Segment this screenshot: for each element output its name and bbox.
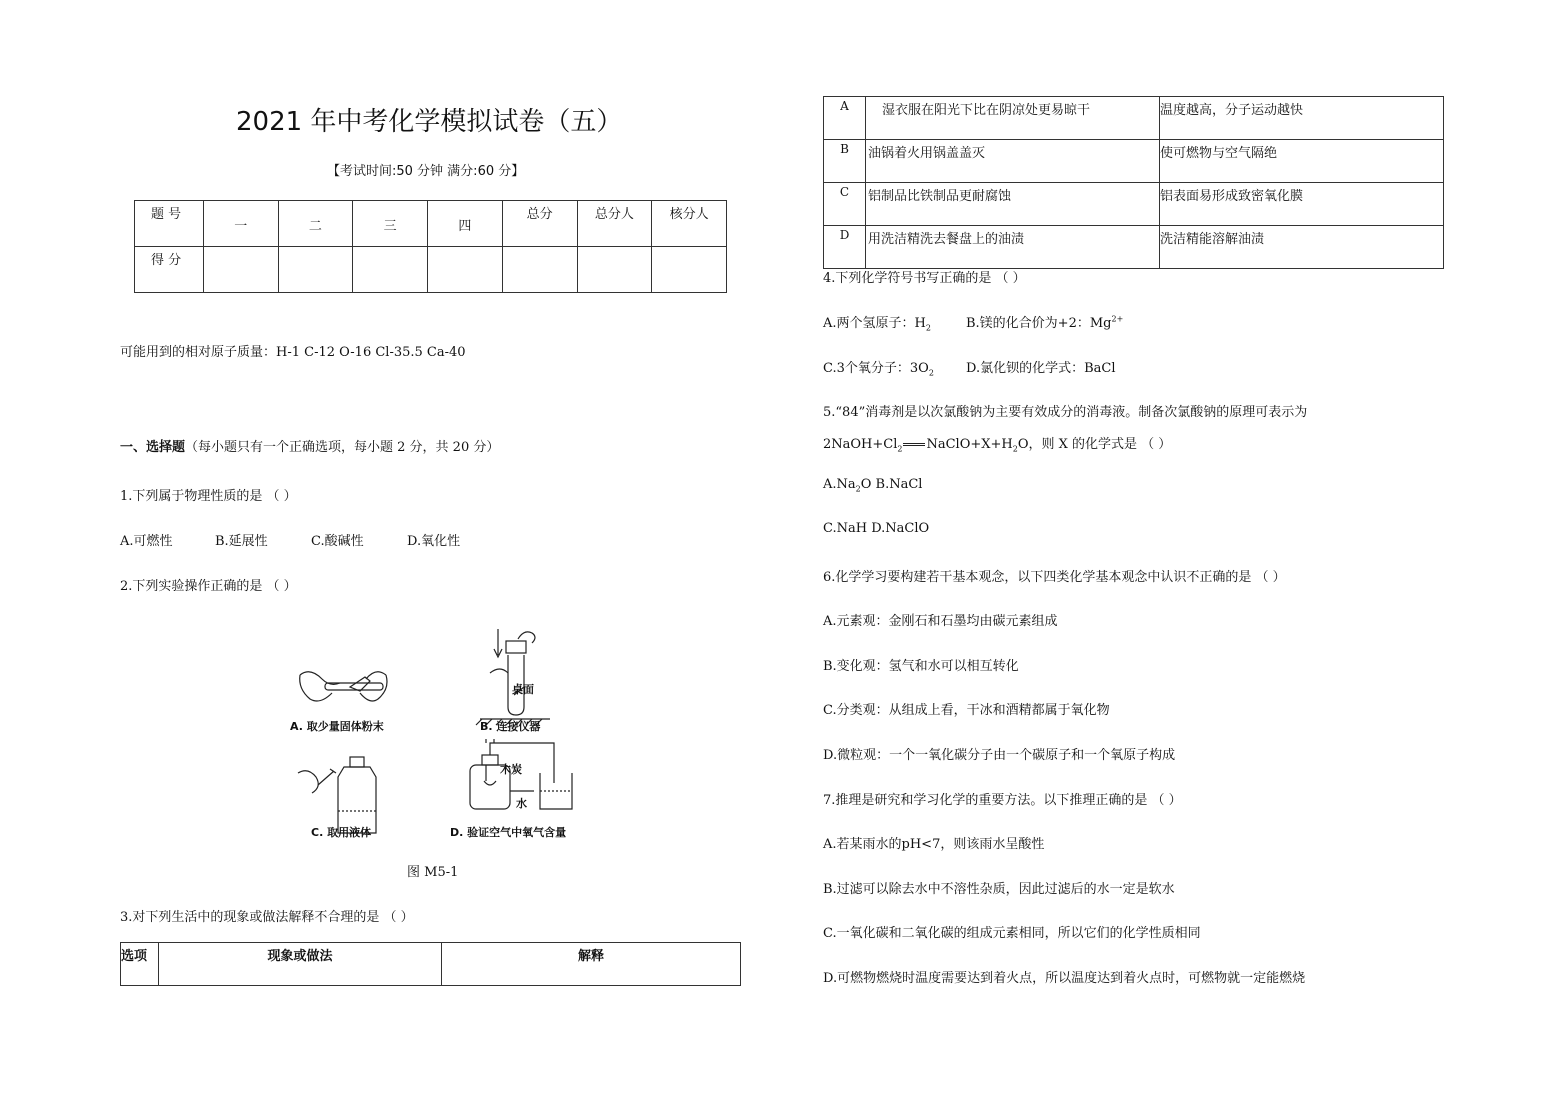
q6-option-a: A.元素观：金刚石和石墨均由碳元素组成	[823, 614, 1058, 629]
caption-c: C. 取用液体	[311, 826, 372, 839]
q5-equation: $2NaOH+Cl_2$ $NaClO+X+H_2O$，则 X 的化学式是 （ ）	[823, 437, 1172, 454]
q3-row-explanation: 温度越高，分子运动越快	[1160, 97, 1444, 140]
q1-option-c: C.酸碱性	[311, 534, 364, 549]
figure-caption: 图 M5-1	[407, 865, 459, 880]
q3-header-phenomenon: 现象或做法	[159, 943, 442, 986]
q3-row-key: B	[824, 140, 866, 183]
score-header-cell: 四	[428, 201, 503, 247]
score-row-label: 得 分	[135, 247, 204, 293]
q4-stem: 4.下列化学符号书写正确的是 （ ）	[823, 271, 1026, 286]
charcoal-label: 木炭	[500, 763, 522, 776]
q3-row-key: A	[824, 97, 866, 140]
q3-header-option: 选项	[121, 943, 159, 986]
q5-options-ab: $A.Na_2O$ B.NaCl	[823, 477, 923, 494]
desk-label: 桌面	[512, 683, 534, 696]
q1-stem: 1.下列属于物理性质的是 （ ）	[120, 489, 297, 504]
score-cell[interactable]	[577, 247, 652, 293]
q7-option-a: A.若某雨水的pH<7，则该雨水呈酸性	[823, 837, 1045, 852]
score-header-cell: 一	[203, 201, 278, 247]
q1-option-a: A.可燃性	[120, 534, 173, 549]
q6-option-b: B.变化观：氢气和水可以相互转化	[823, 659, 1019, 674]
q7-stem: 7.推理是研究和学习化学的重要方法。以下推理正确的是 （ ）	[823, 793, 1182, 808]
q3-row-explanation: 铝表面易形成致密氧化膜	[1160, 183, 1444, 226]
q5-options-cd: C.NaH D.NaClO	[823, 521, 930, 536]
q1-option-d: D.氧化性	[407, 534, 461, 549]
q7-option-d: D.可燃物燃烧时温度需要达到着火点，所以温度达到着火点时，可燃物就一定能燃烧	[823, 971, 1306, 986]
q3-row-key: C	[824, 183, 866, 226]
q4-option-c: C.3个氧分子：$3O_2$	[823, 361, 934, 378]
q7-option-b: B.过滤可以除去水中不溶性杂质，因此过滤后的水一定是软水	[823, 882, 1175, 897]
score-header-cell: 总分	[502, 201, 577, 247]
q3-table-header	[120, 942, 741, 986]
score-cell[interactable]	[428, 247, 503, 293]
q7-option-c: C.一氧化碳和二氧化碳的组成元素相同，所以它们的化学性质相同	[823, 926, 1201, 941]
page-title: 2021 年中考化学模拟试卷（五）	[236, 107, 623, 137]
score-cell[interactable]	[502, 247, 577, 293]
q6-option-c: C.分类观：从组成上看，干冰和酒精都属于氧化物	[823, 703, 1110, 718]
table-row	[824, 183, 1444, 226]
section-heading	[120, 436, 499, 455]
q3-header-explanation: 解释	[442, 943, 741, 986]
score-table-row	[135, 247, 727, 293]
section-note: （每小题只有一个正确选项，每小题 2 分，共 20 分）	[185, 440, 500, 455]
score-header-cell: 三	[353, 201, 428, 247]
experiment-figure	[290, 615, 600, 845]
q3-row-explanation: 使可燃物与空气隔绝	[1160, 140, 1444, 183]
score-header-cell: 题 号	[135, 201, 204, 247]
score-table	[134, 200, 727, 293]
q5-stem: 5.“84”消毒剂是以次氯酸钠为主要有效成分的消毒液。制备次氯酸钠的原理可表示为	[823, 405, 1308, 420]
section-title: 一、选择题	[120, 440, 186, 455]
q1-option-b: B.延展性	[215, 534, 268, 549]
water-label: 水	[516, 797, 527, 810]
caption-a: A. 取少量固体粉末	[290, 720, 384, 733]
panel-b-drawing	[476, 629, 550, 725]
score-cell[interactable]	[203, 247, 278, 293]
atomic-masses: 可能用到的相对原子质量：H-1 C-12 O-16 Cl-35.5 Ca-40	[120, 345, 466, 360]
score-header-cell: 二	[278, 201, 353, 247]
q3-row-key: D	[824, 226, 866, 269]
table-row	[824, 226, 1444, 269]
q2-stem: 2.下列实验操作正确的是 （ ）	[120, 579, 297, 594]
q3-row-phenomenon: 油锅着火用锅盖盖灭	[866, 140, 1160, 183]
exam-info: 【考试时间:50 分钟 满分:60 分】	[327, 164, 525, 179]
panel-a-drawing	[300, 672, 387, 701]
caption-d: D. 验证空气中氧气含量	[450, 826, 567, 839]
q3-table-body	[823, 96, 1444, 269]
table-row	[824, 140, 1444, 183]
panel-c-drawing	[298, 757, 376, 833]
q3-row-explanation: 洗洁精能溶解油渍	[1160, 226, 1444, 269]
q6-stem: 6.化学学习要构建若干基本观念，以下四类化学基本观念中认识不正确的是 （ ）	[823, 570, 1286, 585]
score-cell[interactable]	[278, 247, 353, 293]
q3-row-phenomenon: 用洗洁精洗去餐盘上的油渍	[866, 226, 1160, 269]
q4-option-d: D.氯化钡的化学式：BaCl	[966, 361, 1116, 376]
score-header-cell: 总分人	[577, 201, 652, 247]
score-header-cell: 核分人	[652, 201, 727, 247]
q4-option-b: B.镁的化合价为+2：$Mg^{2+}$	[966, 314, 1124, 331]
score-cell[interactable]	[353, 247, 428, 293]
q3-stem: 3.对下列生活中的现象或做法解释不合理的是 （ ）	[120, 910, 414, 925]
q3-row-phenomenon: 铝制品比铁制品更耐腐蚀	[866, 183, 1160, 226]
q6-option-d: D.微粒观：一个一氧化碳分子由一个碳原子和一个氧原子构成	[823, 748, 1176, 763]
score-table-header-row	[135, 201, 727, 247]
score-cell[interactable]	[652, 247, 727, 293]
table-row	[824, 97, 1444, 140]
q4-option-a: A.两个氢原子：$H_2$	[823, 316, 931, 333]
caption-b: B. 连接仪器	[480, 720, 541, 733]
q3-row-phenomenon: 湿衣服在阳光下比在阴凉处更易晾干	[866, 97, 1160, 140]
